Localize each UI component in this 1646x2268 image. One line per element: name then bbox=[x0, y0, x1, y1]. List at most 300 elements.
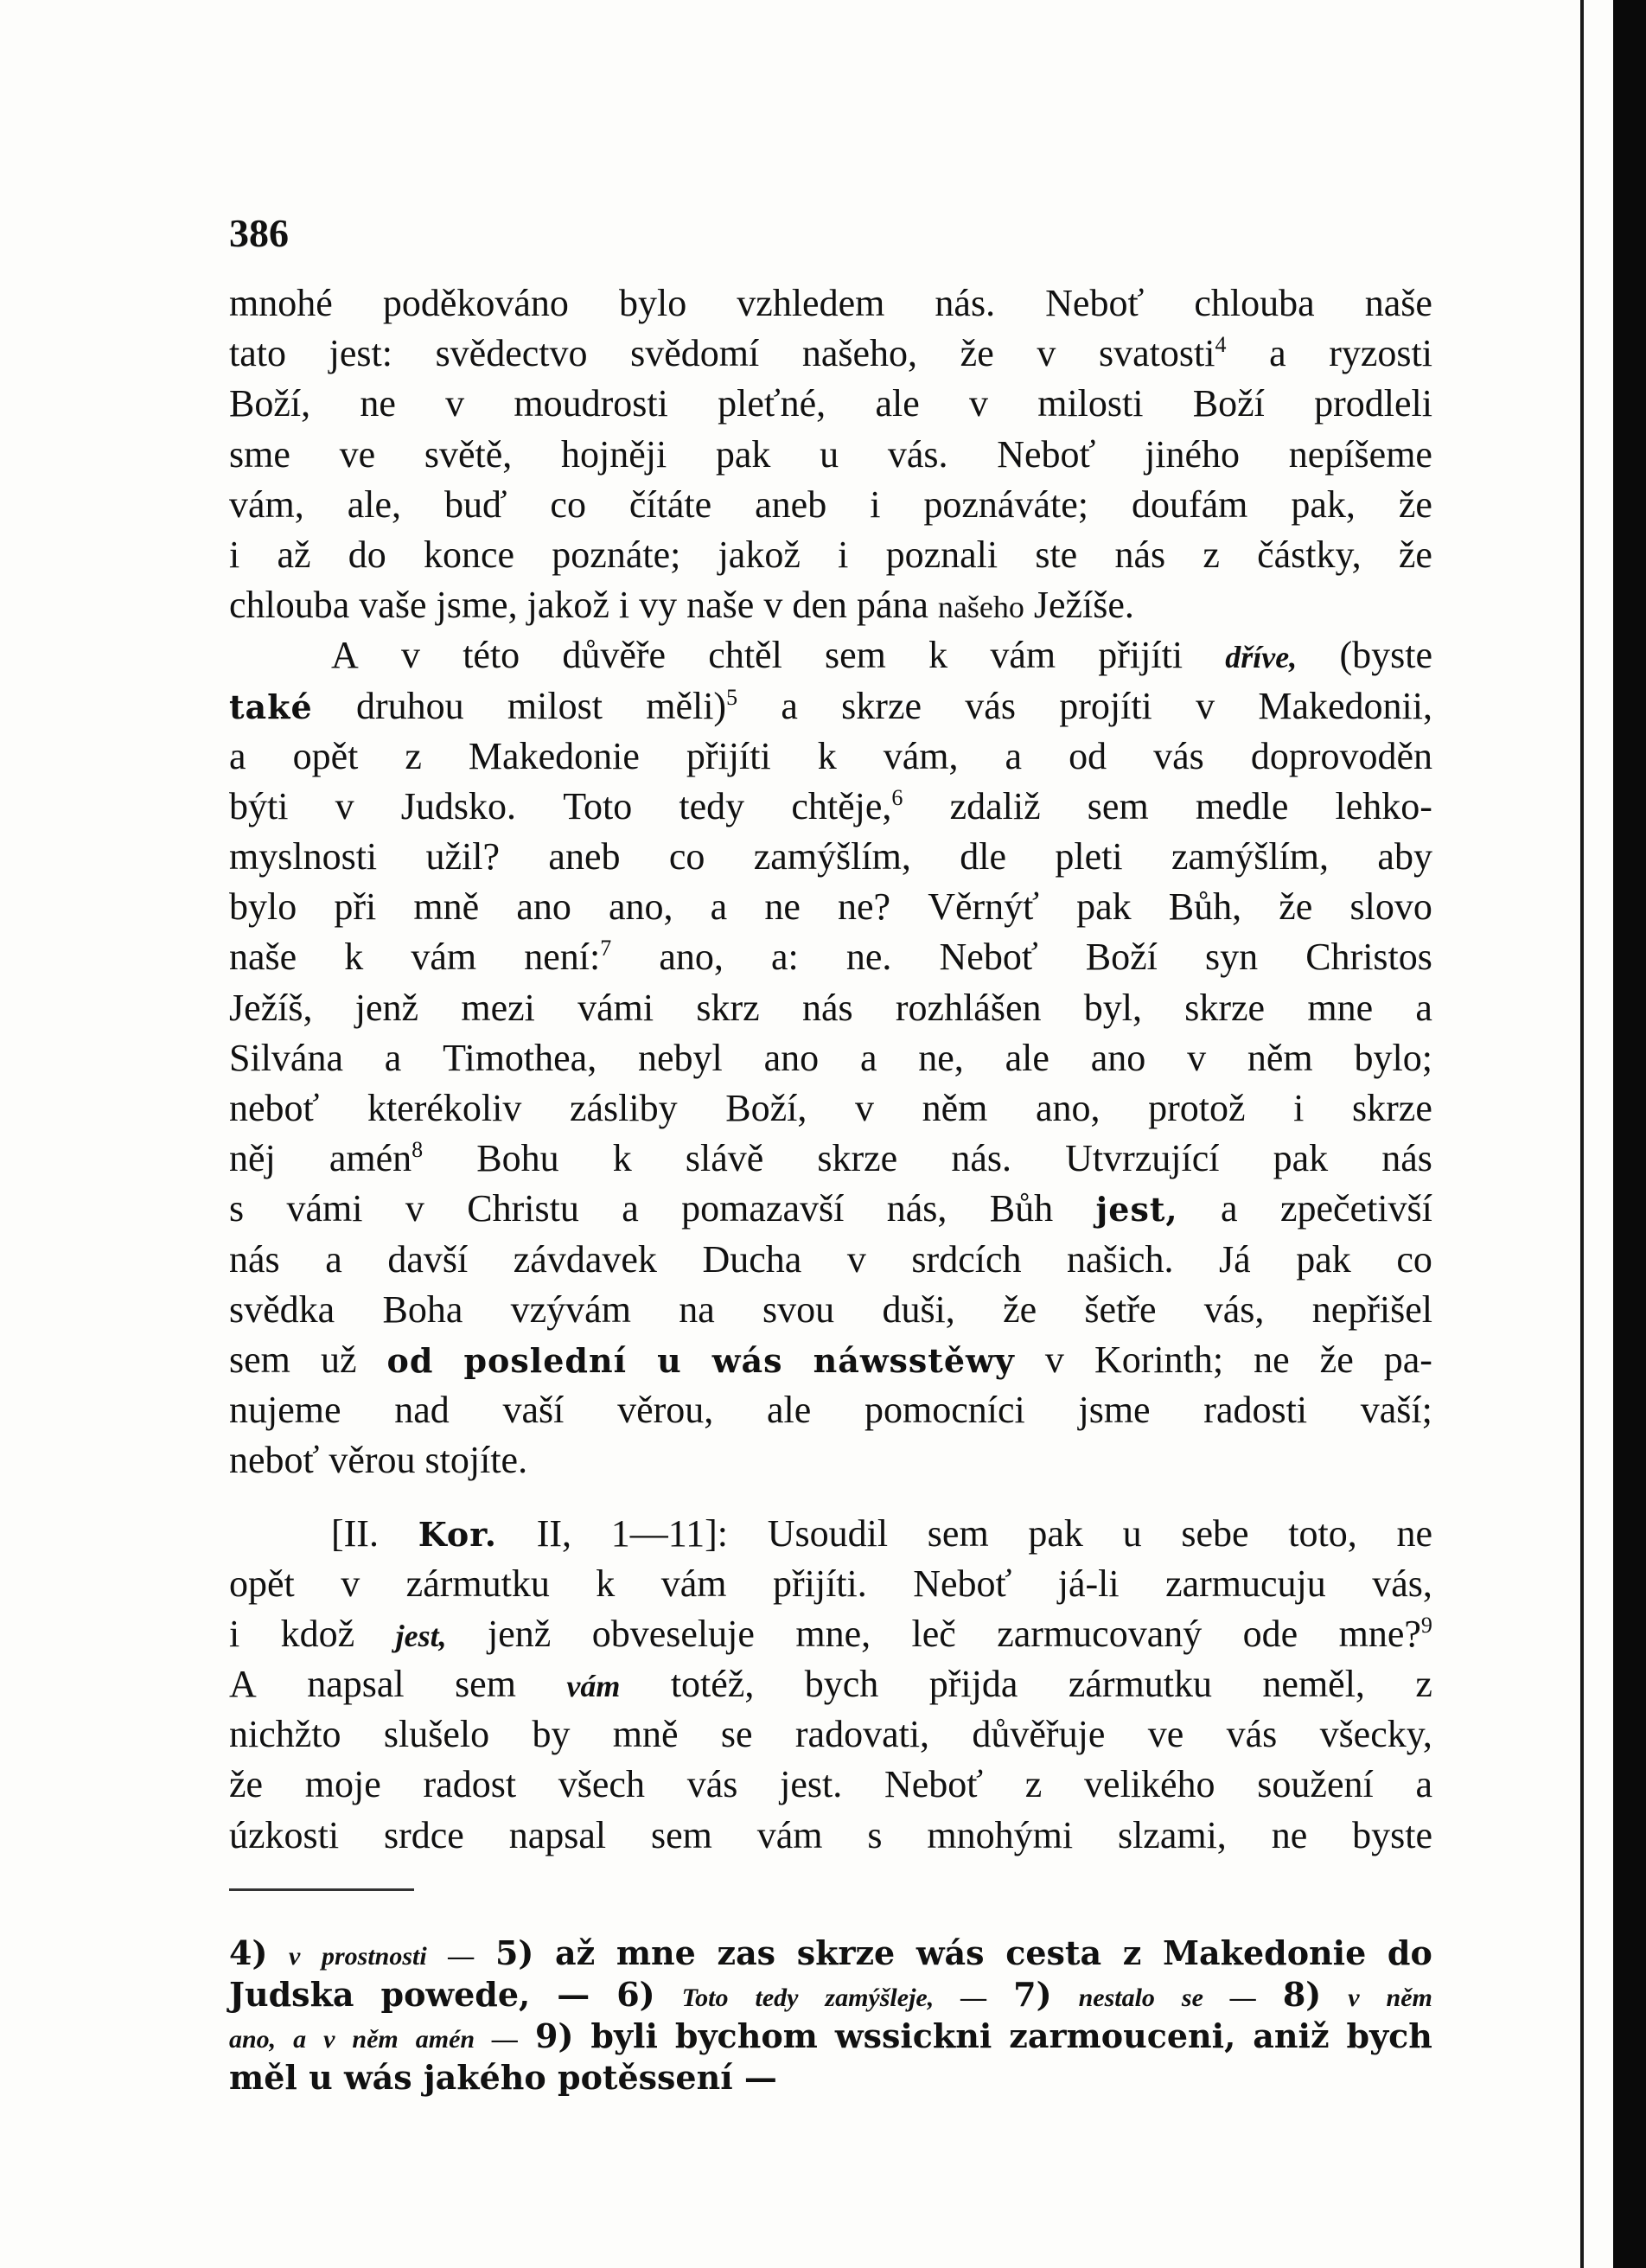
body-line bbox=[229, 1134, 1432, 1184]
word: skrze bbox=[1184, 986, 1266, 1029]
word: našich. bbox=[1067, 1237, 1174, 1281]
word: mnohé bbox=[229, 282, 333, 324]
body-line bbox=[229, 329, 1432, 379]
word: prodleli bbox=[1314, 382, 1432, 425]
word: — bbox=[492, 2025, 519, 2054]
word: Ježíš, bbox=[229, 986, 313, 1029]
word: jsme bbox=[1078, 1389, 1151, 1432]
word: Makedonie bbox=[1162, 1933, 1367, 1972]
word: ne bbox=[764, 885, 801, 929]
word: slzami, bbox=[1117, 1813, 1227, 1856]
word: dle bbox=[960, 835, 1006, 878]
word: nás bbox=[801, 986, 853, 1029]
word: nás, bbox=[886, 1187, 947, 1230]
word: ale bbox=[875, 382, 920, 425]
body-line bbox=[229, 1609, 1432, 1659]
word: v bbox=[1348, 1984, 1360, 2012]
word: něm bbox=[1386, 1984, 1432, 2012]
word: a bbox=[293, 2025, 307, 2054]
word: A bbox=[229, 1663, 257, 1706]
word: Kor. bbox=[418, 1514, 497, 1554]
word: i bbox=[870, 482, 881, 526]
word: slušelo bbox=[383, 1713, 490, 1756]
word: a bbox=[1005, 734, 1023, 777]
word: vám bbox=[756, 1813, 823, 1856]
word: u bbox=[820, 432, 839, 476]
word: v bbox=[405, 1187, 424, 1230]
word: zármutku bbox=[1068, 1663, 1212, 1706]
word: nichžto bbox=[229, 1713, 341, 1756]
body-line bbox=[229, 1509, 1432, 1559]
word: Utvrzující bbox=[1065, 1137, 1220, 1180]
body-line bbox=[229, 1083, 1432, 1134]
word: Toto bbox=[681, 1984, 729, 2012]
word: svědomí bbox=[630, 332, 760, 375]
word: i bbox=[838, 533, 849, 576]
word: slávě bbox=[685, 1137, 764, 1180]
word: z bbox=[1415, 1663, 1432, 1706]
word: zas bbox=[717, 1933, 776, 1972]
word: zpečetivší bbox=[1279, 1187, 1432, 1230]
page-edge-shadow bbox=[1580, 0, 1584, 2268]
footnotes bbox=[229, 1933, 1432, 2099]
word: zamýšlím, bbox=[753, 835, 911, 878]
word: vzývám bbox=[510, 1287, 631, 1331]
word: svou bbox=[762, 1287, 835, 1331]
body-line bbox=[229, 1435, 1432, 1485]
body-line bbox=[229, 1285, 1432, 1335]
word: 6) bbox=[616, 1975, 655, 2014]
word: šetře bbox=[1084, 1287, 1157, 1331]
word: A bbox=[331, 634, 359, 677]
word: k bbox=[817, 734, 837, 777]
word: až bbox=[555, 1933, 596, 1972]
word: nepřišel bbox=[1311, 1287, 1432, 1331]
word: ano bbox=[763, 1036, 820, 1079]
word: Toto bbox=[563, 784, 633, 827]
main-text bbox=[229, 278, 1432, 1861]
word: napsal bbox=[508, 1813, 607, 1856]
word: z bbox=[1024, 1763, 1043, 1806]
word: vás bbox=[686, 1763, 738, 1806]
word: Judsko. bbox=[400, 784, 517, 827]
footnote-ref: 9 bbox=[1420, 1612, 1432, 1638]
word: a bbox=[781, 684, 798, 727]
word: zármutku bbox=[405, 1562, 550, 1605]
word: s bbox=[229, 1187, 245, 1230]
word: v bbox=[1196, 684, 1215, 727]
word: ne, bbox=[918, 1036, 964, 1079]
word: (byste bbox=[1339, 634, 1432, 677]
word: mezi bbox=[461, 986, 535, 1029]
word: 7) bbox=[1013, 1975, 1052, 2014]
word: syn bbox=[1204, 936, 1259, 979]
word: moje bbox=[304, 1763, 381, 1806]
word: 1—11]: bbox=[610, 1511, 728, 1555]
word: mne, bbox=[795, 1612, 871, 1655]
footnotes-line bbox=[229, 2057, 1432, 2099]
word: jenž bbox=[488, 1612, 552, 1655]
word: v bbox=[854, 1087, 874, 1129]
word: až bbox=[277, 533, 311, 576]
word: prostnosti bbox=[322, 1942, 427, 1971]
word: zásliby bbox=[569, 1087, 678, 1129]
word: nás. bbox=[951, 1137, 1011, 1180]
word: vzhledem bbox=[737, 282, 885, 324]
word: projíti bbox=[1059, 684, 1152, 727]
word: srdcích bbox=[911, 1237, 1022, 1281]
word: — bbox=[743, 2058, 777, 2097]
word: wás bbox=[711, 1340, 783, 1380]
word: aby bbox=[1377, 835, 1432, 878]
word: u bbox=[1122, 1511, 1142, 1555]
word: poznali bbox=[885, 533, 998, 576]
word: milosti bbox=[1037, 382, 1144, 425]
word: dříve, bbox=[1225, 640, 1298, 675]
word: užil? bbox=[425, 835, 501, 878]
word: nás bbox=[1114, 533, 1166, 576]
word: pak bbox=[1296, 1237, 1351, 1281]
word: vám, bbox=[883, 734, 959, 777]
word: není:$^7$ bbox=[524, 936, 612, 979]
word: já-li bbox=[1057, 1562, 1120, 1605]
word: vás bbox=[1226, 1713, 1278, 1756]
word: přijíti. bbox=[772, 1562, 867, 1605]
word: ste bbox=[1035, 533, 1078, 576]
word: a bbox=[622, 1187, 639, 1230]
word: aneb bbox=[548, 835, 621, 878]
footnote-ref: 5 bbox=[726, 684, 738, 710]
word: davší bbox=[387, 1237, 469, 1281]
word: Neboť bbox=[939, 936, 1038, 979]
body-line bbox=[229, 1760, 1432, 1810]
word: tato bbox=[229, 332, 286, 375]
word: nás bbox=[229, 1237, 280, 1281]
word: moudrosti bbox=[514, 382, 668, 425]
word: protož bbox=[1148, 1087, 1246, 1129]
word: sem bbox=[650, 1813, 712, 1856]
word: k bbox=[596, 1562, 616, 1605]
word: částky, bbox=[1257, 533, 1362, 576]
word: bylo bbox=[618, 282, 687, 324]
word: pak bbox=[715, 432, 771, 476]
word: zarmucuju bbox=[1165, 1562, 1326, 1605]
word: naše bbox=[686, 584, 755, 627]
word: ne bbox=[1396, 1511, 1432, 1555]
word: jest. bbox=[780, 1763, 843, 1806]
word: ale, bbox=[347, 482, 402, 526]
word: této bbox=[463, 634, 520, 677]
word: pleti bbox=[1055, 835, 1123, 878]
word: — bbox=[448, 1942, 475, 1971]
body-line bbox=[229, 983, 1432, 1033]
word: od bbox=[386, 1340, 434, 1380]
word: také bbox=[229, 687, 313, 726]
word: chtěje,$^6$ bbox=[791, 784, 903, 827]
word: všecky, bbox=[1319, 1713, 1432, 1756]
word: srdce bbox=[383, 1813, 464, 1856]
word: ne bbox=[360, 382, 396, 425]
word: napsal bbox=[307, 1663, 405, 1706]
word: zdaliž bbox=[949, 784, 1041, 827]
word: jiného bbox=[1145, 432, 1241, 476]
word: vás, bbox=[1372, 1562, 1432, 1605]
word: bylo bbox=[229, 885, 297, 929]
word: že bbox=[1319, 1338, 1354, 1381]
word: že bbox=[229, 1763, 264, 1806]
word: a bbox=[859, 1036, 877, 1079]
word: svatosti$^4$ bbox=[1098, 332, 1227, 375]
word: wssickni bbox=[834, 2016, 992, 2055]
word: slovo bbox=[1349, 885, 1432, 929]
word: a bbox=[1221, 1187, 1238, 1230]
word: doufám bbox=[1131, 482, 1248, 526]
word: v bbox=[341, 1562, 360, 1605]
word: na bbox=[679, 1287, 715, 1331]
body-line bbox=[229, 1709, 1432, 1760]
word: soužení bbox=[1257, 1763, 1374, 1806]
word: vám, bbox=[229, 482, 304, 526]
word: náwsstěwy bbox=[813, 1340, 1015, 1380]
word: sme bbox=[229, 432, 290, 476]
word: pa- bbox=[1383, 1338, 1432, 1381]
word: Christos bbox=[1305, 936, 1432, 979]
word: Boží bbox=[1085, 936, 1158, 979]
word: aneb bbox=[755, 482, 827, 526]
word: našeho, bbox=[801, 332, 918, 375]
word: a bbox=[229, 734, 246, 777]
word: powede, bbox=[380, 1975, 531, 2014]
word: u bbox=[657, 1340, 682, 1380]
word: věrou bbox=[329, 1439, 416, 1482]
body-line bbox=[229, 882, 1432, 932]
word: Christu bbox=[467, 1187, 579, 1230]
word: k bbox=[928, 634, 948, 677]
word: neměl, bbox=[1262, 1663, 1365, 1706]
word: Neboť bbox=[884, 1763, 984, 1806]
word: radost bbox=[423, 1763, 517, 1806]
word: pomazavší bbox=[681, 1187, 845, 1230]
word: Makedonii, bbox=[1258, 684, 1432, 727]
word: k bbox=[344, 936, 364, 979]
word: stojíte. bbox=[424, 1439, 528, 1482]
word: Neboť bbox=[1045, 282, 1145, 324]
word: ryzosti bbox=[1329, 332, 1432, 375]
word: skrze bbox=[841, 684, 922, 727]
footnotes-line bbox=[229, 2016, 1432, 2057]
word: leč bbox=[911, 1612, 956, 1655]
word: wás bbox=[343, 2058, 412, 2097]
word: se bbox=[1181, 1984, 1203, 2012]
word: co bbox=[668, 835, 705, 878]
body-line bbox=[229, 430, 1432, 480]
word: vaší; bbox=[1360, 1389, 1432, 1432]
word: jest, bbox=[395, 1618, 447, 1653]
footnote-ref: 8 bbox=[412, 1137, 424, 1163]
word: co bbox=[550, 482, 586, 526]
word: Boží, bbox=[725, 1087, 807, 1129]
word: a bbox=[1269, 332, 1286, 375]
word: skrze bbox=[1352, 1087, 1432, 1129]
word: sem bbox=[229, 1338, 290, 1381]
word: skrz bbox=[696, 986, 760, 1029]
word: vám bbox=[990, 634, 1056, 677]
word: a bbox=[710, 885, 728, 929]
word: ano, bbox=[229, 2025, 277, 2054]
word: kdož bbox=[280, 1612, 355, 1655]
word: mnohými bbox=[927, 1813, 1074, 1856]
word: býti bbox=[229, 784, 289, 827]
word: sem bbox=[455, 1663, 516, 1706]
word: zarmucovaný bbox=[997, 1612, 1203, 1655]
word: v bbox=[763, 584, 783, 627]
word: poznáváte; bbox=[923, 482, 1088, 526]
word: amén$^8$ bbox=[329, 1137, 424, 1180]
word: Boha bbox=[382, 1287, 463, 1331]
word: vámi bbox=[286, 1187, 363, 1230]
word: a bbox=[325, 1237, 342, 1281]
word: Věrnýť bbox=[928, 885, 1039, 929]
word: a bbox=[1415, 986, 1432, 1029]
word: byli bbox=[590, 2016, 658, 2055]
word: — bbox=[1229, 1984, 1256, 2012]
word: ale bbox=[1005, 1036, 1049, 1079]
word: závdavek bbox=[513, 1237, 657, 1281]
word: obveseluje bbox=[591, 1612, 755, 1655]
word: nad bbox=[394, 1389, 450, 1432]
word: z bbox=[1203, 533, 1220, 576]
word: pomocníci bbox=[864, 1389, 1025, 1432]
word: vám bbox=[411, 936, 477, 979]
word: v bbox=[1037, 332, 1056, 375]
word: neboť bbox=[229, 1087, 320, 1129]
word: pak bbox=[1028, 1511, 1083, 1555]
word: opět bbox=[229, 1562, 295, 1605]
word: pleťné, bbox=[718, 382, 826, 425]
word: jsme, bbox=[436, 584, 518, 627]
word: toto, bbox=[1288, 1511, 1357, 1555]
word: nás bbox=[1381, 1137, 1432, 1180]
word: mne?$^9$ bbox=[1338, 1612, 1432, 1655]
word: ano, bbox=[608, 885, 673, 929]
word: ano bbox=[1090, 1036, 1146, 1079]
body-line bbox=[229, 1385, 1432, 1435]
word: nepíšeme bbox=[1288, 432, 1432, 476]
word: 8) bbox=[1282, 1975, 1322, 2014]
word: naše bbox=[1364, 282, 1432, 324]
word: čítáte bbox=[628, 482, 712, 526]
word: v bbox=[445, 382, 465, 425]
word: bych bbox=[1346, 2016, 1432, 2055]
word: všech bbox=[558, 1763, 645, 1806]
word: opět bbox=[292, 734, 359, 777]
word: hojněji bbox=[560, 432, 667, 476]
word: že bbox=[1003, 1287, 1037, 1331]
word: svědectvo bbox=[435, 332, 588, 375]
word: nebyl bbox=[638, 1036, 723, 1079]
body-line bbox=[229, 782, 1432, 832]
body-line bbox=[229, 480, 1432, 530]
word: u bbox=[309, 2058, 333, 2097]
word: i bbox=[618, 584, 630, 627]
word: a: bbox=[771, 936, 799, 979]
body-line bbox=[229, 1335, 1432, 1385]
word: s bbox=[867, 1813, 883, 1856]
body-line bbox=[229, 1811, 1432, 1861]
word: do bbox=[348, 533, 386, 576]
word: se bbox=[720, 1713, 753, 1756]
word: vás bbox=[965, 684, 1016, 727]
word: přijíti bbox=[686, 734, 771, 777]
word: co bbox=[1396, 1237, 1432, 1281]
word: milost bbox=[507, 684, 603, 727]
word: Timothea, bbox=[443, 1036, 597, 1079]
word: Bohu bbox=[476, 1137, 559, 1180]
word: z bbox=[1122, 1933, 1142, 1972]
word: i bbox=[1293, 1087, 1305, 1129]
word: k bbox=[612, 1137, 632, 1180]
word: jest, bbox=[1095, 1190, 1178, 1230]
word: aniž bbox=[1253, 2016, 1330, 2055]
word: od bbox=[1069, 734, 1107, 777]
word: poslední bbox=[463, 1340, 628, 1380]
word: něj bbox=[229, 1137, 276, 1180]
word: neboť bbox=[229, 1439, 320, 1482]
word: tedy bbox=[755, 1984, 799, 2012]
word: skrze bbox=[817, 1137, 898, 1180]
word: mně bbox=[612, 1713, 679, 1756]
word: z bbox=[405, 734, 422, 777]
word: pána bbox=[856, 584, 928, 627]
body-line bbox=[229, 932, 1432, 982]
word: něm bbox=[922, 1087, 988, 1129]
word: vás. bbox=[887, 432, 948, 476]
word: ano bbox=[516, 885, 571, 929]
word: v bbox=[335, 784, 354, 827]
word: do bbox=[1387, 1933, 1432, 1972]
word: jakož bbox=[718, 533, 801, 576]
word: 5) bbox=[494, 1933, 534, 1972]
word: měl bbox=[229, 2058, 297, 2097]
word: medle bbox=[1195, 784, 1289, 827]
word: v bbox=[289, 1942, 301, 1971]
word: mne bbox=[616, 1933, 696, 1972]
word: Silvána bbox=[229, 1036, 343, 1079]
word: vámi bbox=[577, 986, 654, 1029]
word: jakož bbox=[526, 584, 609, 627]
word: při bbox=[334, 885, 377, 929]
word: naše bbox=[229, 936, 297, 979]
word: svědka bbox=[229, 1287, 335, 1331]
word: chlouba bbox=[1194, 282, 1315, 324]
word: jest: bbox=[329, 332, 392, 375]
scan-border bbox=[1613, 0, 1646, 2268]
word: wás bbox=[916, 1933, 985, 1972]
word: že bbox=[1279, 885, 1313, 929]
body-line bbox=[229, 1659, 1432, 1709]
word: důvěřuje bbox=[972, 1713, 1106, 1756]
body-line bbox=[229, 681, 1432, 732]
word: důvěře bbox=[562, 634, 667, 677]
word: radosti bbox=[1203, 1389, 1308, 1432]
word: bych bbox=[804, 1663, 879, 1706]
footnote-ref: 7 bbox=[600, 936, 612, 962]
word: rozhlášen bbox=[895, 986, 1042, 1029]
word: pak bbox=[1076, 885, 1132, 929]
word: vás bbox=[1153, 734, 1204, 777]
word: Bůh, bbox=[1168, 885, 1242, 929]
body-line bbox=[229, 832, 1432, 882]
